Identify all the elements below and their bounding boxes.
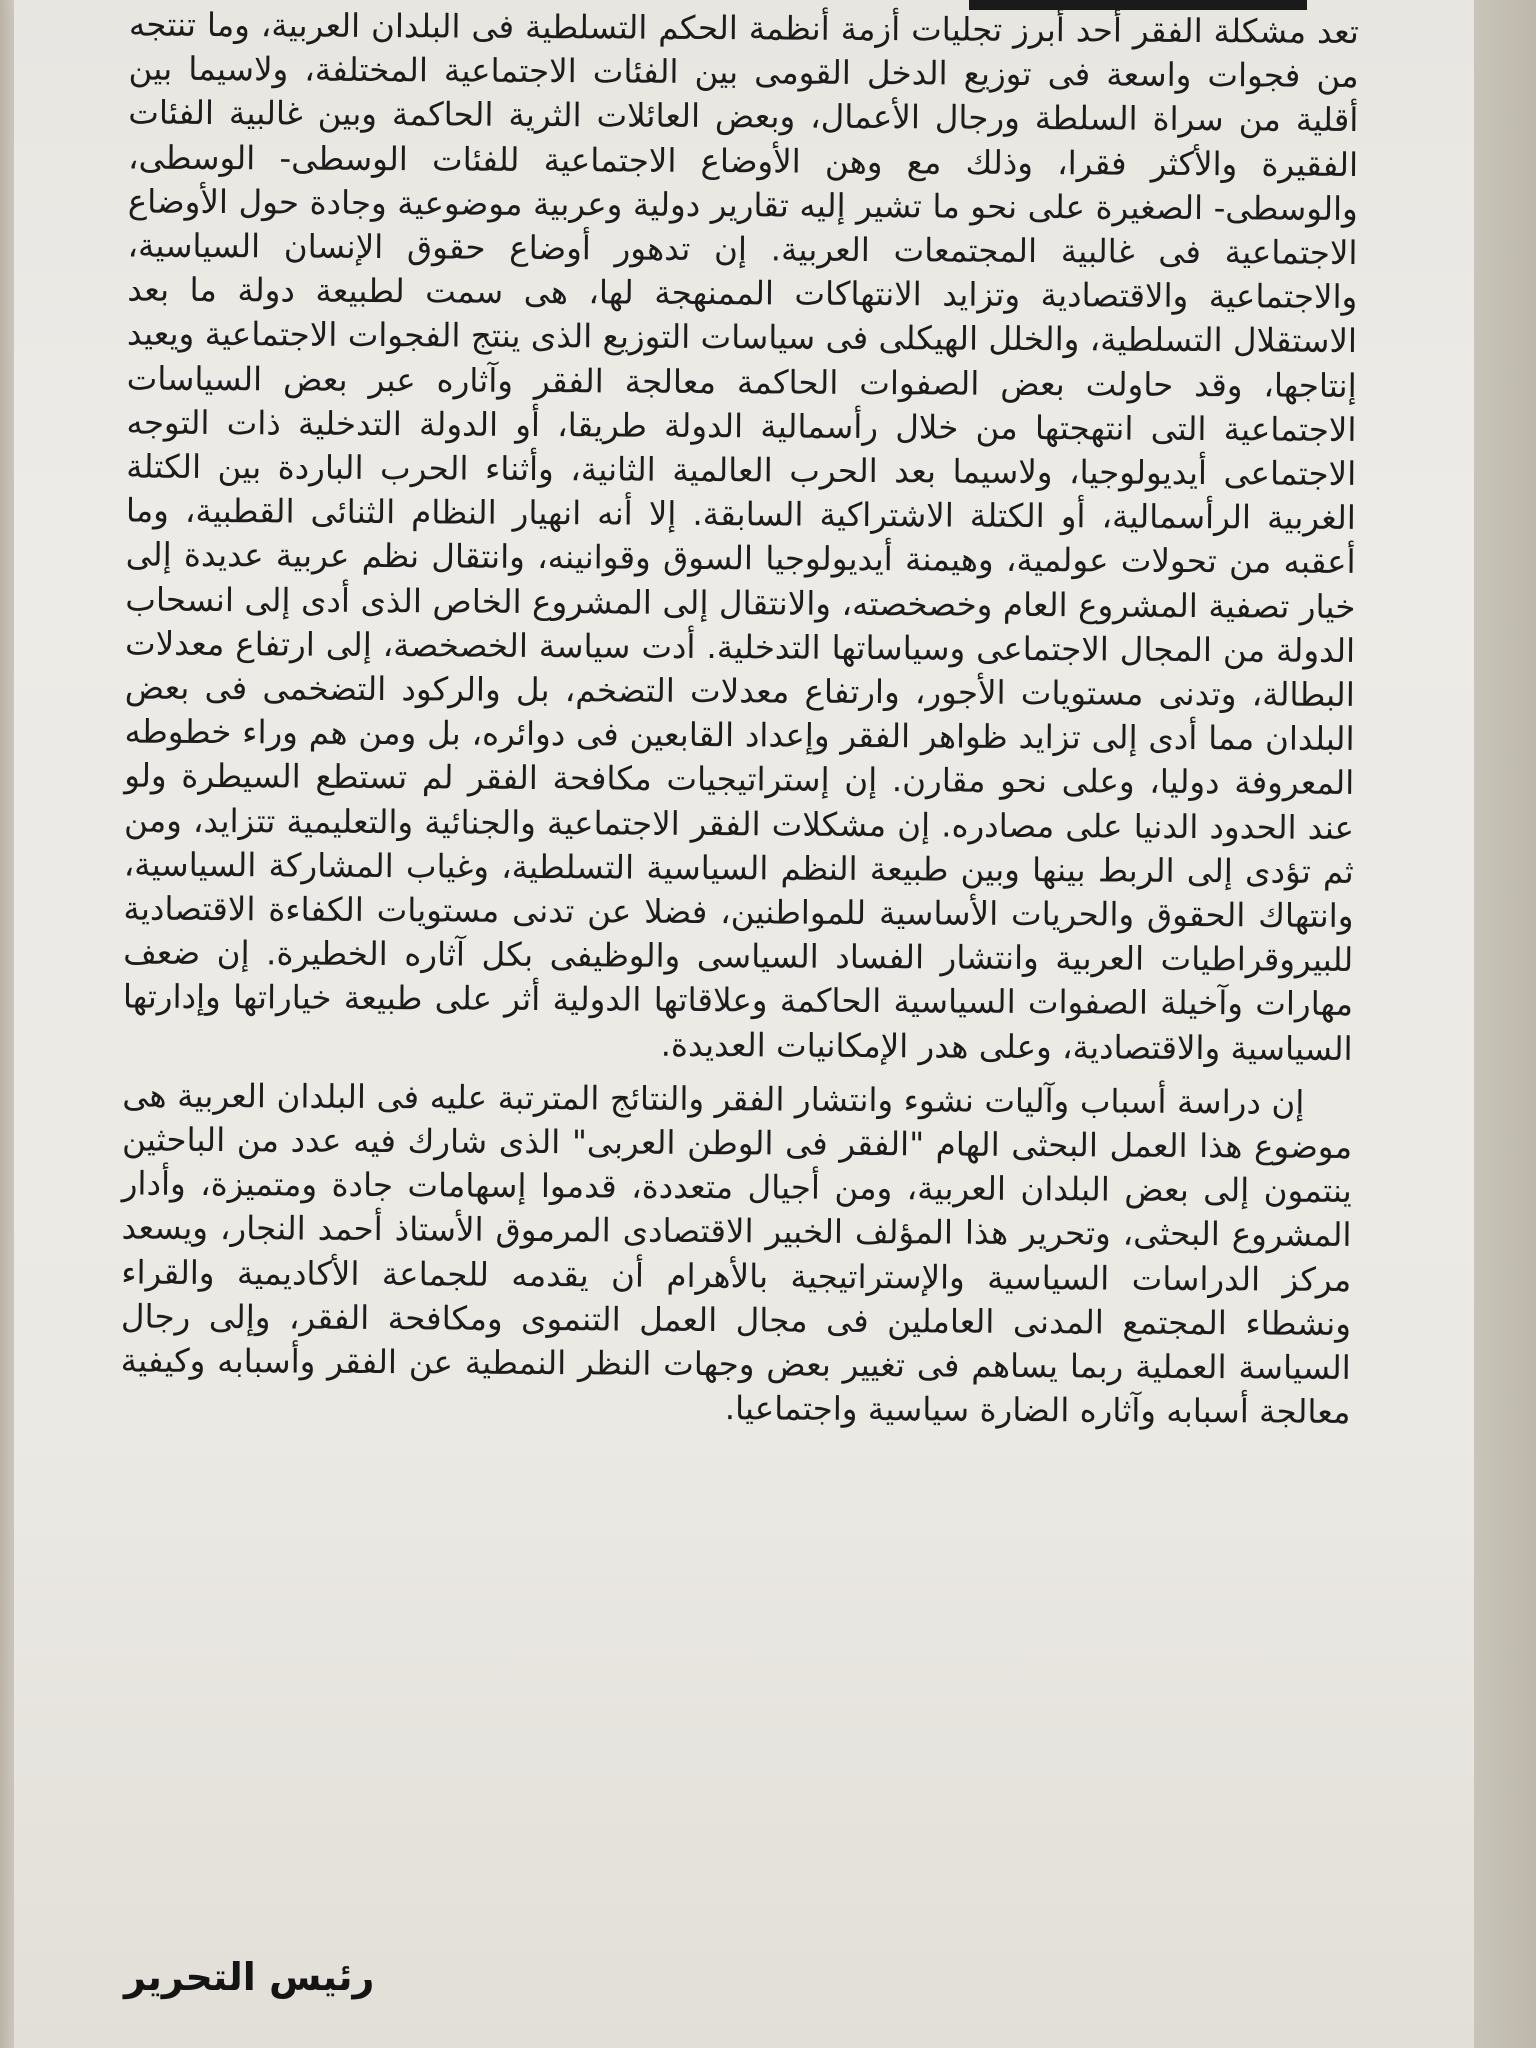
book-page <box>14 0 1474 2048</box>
body-text <box>120 2 1359 1434</box>
background-surface <box>1474 0 1536 2048</box>
signature-editor-in-chief: رئيس التحرير <box>124 1955 375 1999</box>
paragraph-1: تعد مشكلة الفقر أحد أبرز تجليات أزمة أنظمة الحكم التسلطية فى البلدان العربية، وما تنتجه من فجوات واسعة فى توزيع الدخل القومى بين الفئات الاجتماعية المختلفة، ولاسيما بين أقلية من سراة السلطة ورجال الأعمال، وبعض العائلات الثرية الحاكمة وبين غالبية الفئات الفقيرة والأكثر فقرا، وذلك مع وهن الأوضاع الاجتماعية للفئات الوسطى- الوسطى، والوسطى- الصغيرة على نحو ما تشير إليه تقارير دولية وعربية موضوعية وجادة حول الأوضاع الاجتماعية فى غالبية المجتمعات العربية. إن تدهور أوضاع حقوق الإنسان السياسية، والاجتماعية والاقتصادية وتزايد الانتهاكات الممنهجة لها، هى سمت لطبيعة دولة ما بعد الاستقلال التسلطية، والخلل الهيكلى فى سياسات التوزيع الذى ينتج الفجوات الاجتماعية ويعيد إنتاجها، وقد حاولت بعض الصفوات الحاكمة معالجة الفقر وآثاره عبر بعض السياسات الاجتماعية التى انتهجتها من خلال رأسمالية الدولة طريقا، أو الدولة التدخلية ذات التوجه الاجتماعى أيديولوجيا، ولاسيما بعد الحرب العالمية الثانية، وأثناء الحرب الباردة بين الكتلة الغربية الرأسمالية، أو الكتلة الاشتراكية السابقة. إلا أنه انهيار النظام الثنائى القطبية، وما أعقبه من تحولات عولمية، وهيمنة أيديولوجيا السوق وقوانينه، وانتقال نظم عربية عديدة إلى خيار تصفية المشروع العام وخصخصته، والانتقال إلى المشروع الخاص الذى أدى إلى انسحاب الدولة من المجال الاجتماعى وسياساتها التدخلية. أدت سياسة الخصخصة، إلى ارتفاع معدلات البطالة، وتدنى مستويات الأجور، وارتفاع معدلات التضخم، بل والركود التضخمى فى بعض البلدان مما أدى إلى تزايد ظواهر الفقر وإعداد القابعين فى دوائره، بل ومن هم وراء خطوطه المعروفة دوليا، وعلى نحو مقارن. إن إستراتيجيات مكافحة الفقر لم تستطع السيطرة ولو عند الحدود الدنيا على مصادره. إن مشكلات الفقر الاجتماعية والجنائية والتعليمية تتزايد، ومن ثم تؤدى إلى الربط بينها وبين طبيعة النظم السياسية التسلطية، وغياب المشاركة السياسية، وانتهاك الحقوق والحريات الأساسية للمواطنين، فضلا عن تدنى مستويات الكفاءة الاقتصادية للبيروقراطيات العربية وانتشار الفساد السياسى والوظيفى بكل آثاره الخطيرة. إن ضعف مهارات وآخيلة الصفوات السياسية الحاكمة وعلاقاتها الدولية أثر على طبيعة خياراتها وإدارتها السياسية والاقتصادية، وعلى هدر الإمكانيات العديدة. <box>122 5 1359 1068</box>
previous-page-edge <box>0 0 14 2048</box>
paragraph-2: إن دراسة أسباب وآليات نشوء وانتشار الفقر والنتائج المترتبة عليه فى البلدان العربية هى موضوع هذا العمل البحثى الهام "الفقر فى الوطن العربى" الذى شارك فيه عدد من الباحثين ينتمون إلى بعض البلدان العربية، ومن أجيال متعددة، قدموا إسهامات جادة ومتميزة، وأدار المشروع البحثى، وتحرير هذا المؤلف الخبير الاقتصادى المرموق الأستاذ أحمد النجار، ويسعد مركز الدراسات السياسية والإستراتيجية بالأهرام أن يقدمه للجماعة الأكاديمية والقراء ونشطاء المجتمع المدنى العاملين فى مجال العمل التنموى ومكافحة الفقر، وإلى رجال السياسة العملية ربما يساهم فى تغيير بعض وجهات النظر النمطية عن الفقر وأسبابه وكيفية معالجة أسبابه وآثاره الضارة سياسية واجتماعيا. <box>120 1076 1353 1432</box>
